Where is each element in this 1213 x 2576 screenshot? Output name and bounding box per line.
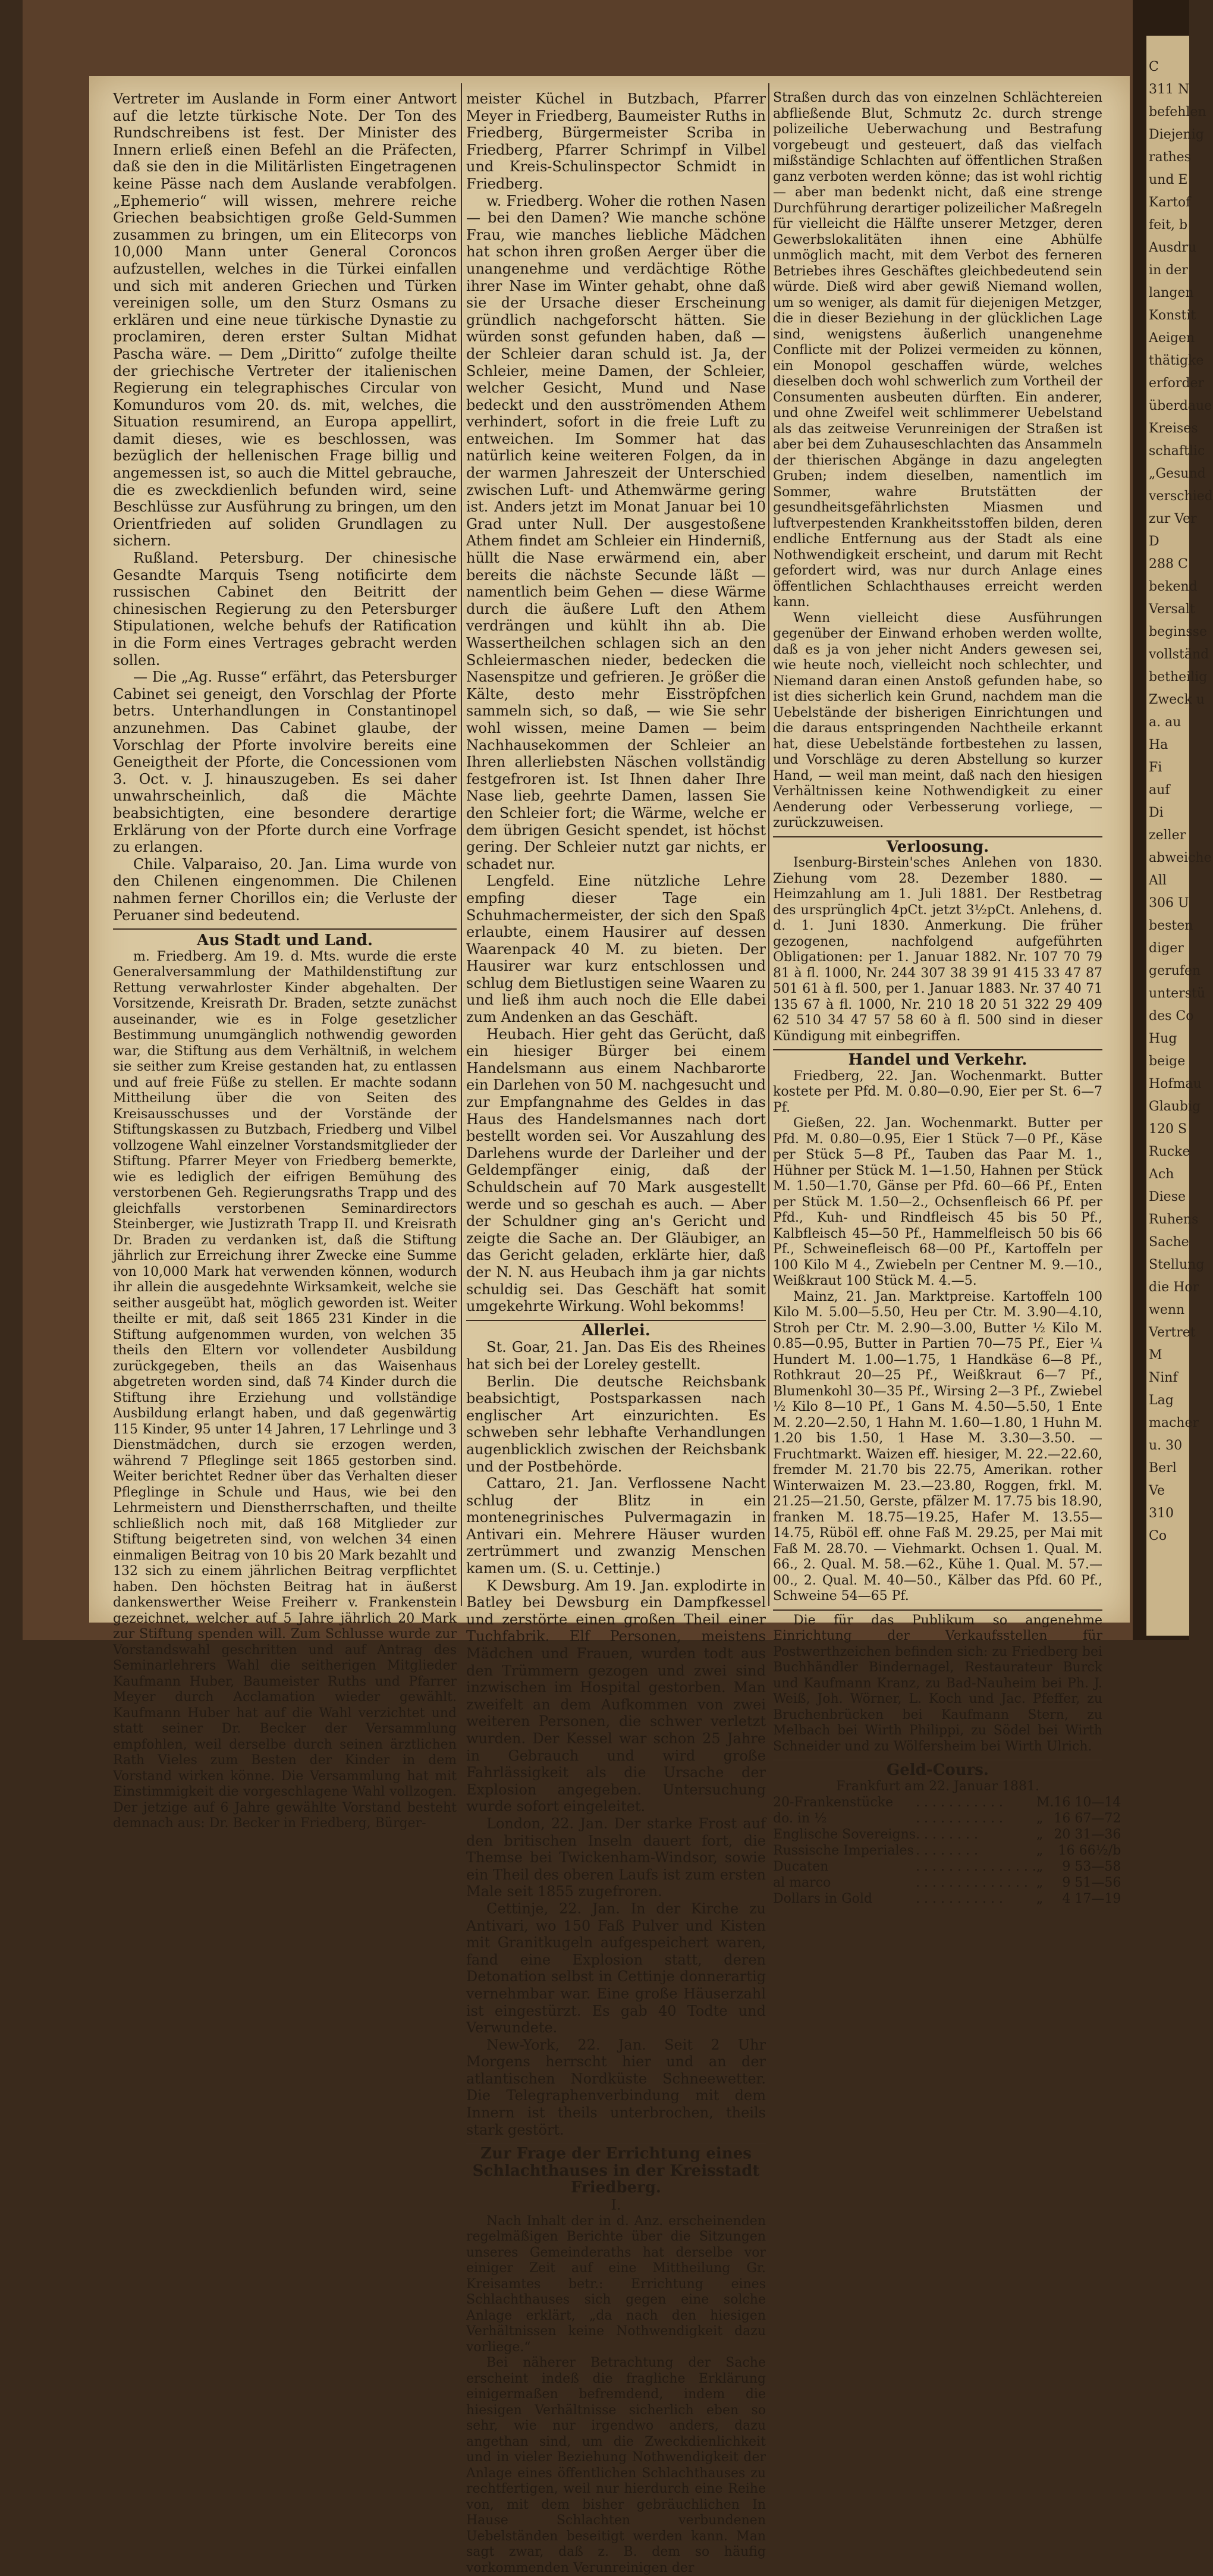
currency-row	[773, 1843, 1121, 1859]
column-2	[466, 90, 766, 2576]
margin-fragment: 306 U	[1149, 896, 1189, 911]
currency-row	[773, 1875, 1121, 1891]
currency-table	[773, 1794, 1121, 1907]
margin-fragment: macher	[1149, 1416, 1199, 1430]
margin-fragment: Aeigen	[1149, 331, 1195, 346]
article-text: Cettinje, 22. Jan. In der Kirche zu Antivari, wo 150 Faß Pulver und Kisten mit Granitkugeln aufgespeichert waren, fand eine Explosion statt, deren Detonation selbst in Cettinje donnerartig vernehmbar war. Eine große Häuserzahl ist eingestürzt. Es gab 40 Todte und Verwundete.	[466, 1900, 766, 2037]
margin-fragment: Ha	[1149, 738, 1168, 752]
currency-name: al marco	[773, 1875, 831, 1891]
section-rule	[466, 2143, 766, 2144]
currency-value: 4 17—19	[1062, 1891, 1121, 1907]
margin-fragment: Ruhens	[1149, 1212, 1199, 1227]
margin-fragment: auf	[1149, 783, 1170, 798]
currency-name: 20-Frankenstücke	[773, 1795, 893, 1811]
margin-fragment: diger	[1149, 941, 1184, 956]
margin-fragment: All	[1149, 873, 1167, 888]
column-1	[113, 90, 457, 1832]
article-text: Straßen durch das von einzelnen Schlächtereien abfließende Blut, Schmutz 2c. durch strenge polizeiliche Ueberwachung und Bestrafung vorgebeugt und gesteuert, daß das vielfach mißständige Schlachten auf öffentlichen Straßen ganz verboten werden könne; das ist wohl richtig — aber man bedenkt nicht, daß eine strenge Durchführung derartiger polizeilicher Maßregeln für vielleicht die Hälfte unserer Metzger, deren Gewerbslokalitäten ihnen eine Abhülfe unmöglich macht, mit dem Verbot des ferneren Betriebes ihres Geschäftes gleichbedeutend sein würde. Dieß wird aber gewiß Niemand wollen, um so weniger, als damit für diejenigen Metzger, die in dieser Beziehung in der glücklichen Lage sind, wenigstens äußerlich unangenehme Conflicte mit der Polizei vermeiden zu können, ein Monopol geschaffen würde, welches dieselben doch wohl schwerlich zum Vortheil der Consumenten ausbeuten dürften. Ein anderer, und ohne Zweifel weit schlimmerer Uebelstand als das zeitweise Verunreinigen der Straßen ist aber bei dem Zuhauseschlachten das Ansammeln der thierischen Abgänge in dazu angelegten Gruben; indem dieselben, namentlich im Sommer, wahre Brutstätten der gesundheitsgefährlichsten Miasmen und luftverpestenden Krankheitsstoffen bilden, deren endliche Entfernung aus der Stadt als eine Nothwendigkeit erscheint, und darum mit Recht gefordert wird, was nur durch Anlage eines öffentlichen Schlachthauses erreicht werden kann.	[773, 90, 1102, 610]
margin-fragment: Fi	[1149, 760, 1162, 775]
article-text: Rußland. Petersburg. Der chinesische Gesandte Marquis Tseng notificirte dem russischen Cabinet den Beitritt der chinesischen Regierung zu den Petersburger Stipulationen, welche behufs der Ratification in die Form eines Vertrages gebracht werden sollen.	[113, 550, 457, 669]
margin-fragment: abweiche	[1149, 851, 1212, 865]
article-text: Isenburg-Birstein'sches Anlehen von 1830. Ziehung vom 28. Dezember 1880. — Heimzahlung am 1. Juli 1881. Der Restbetrag des ursprünglich 4pCt. jetzt 3½pCt. Anlehens, d. d. 1. Juni 1830. Anmerkung. Die früher gezogenen, nachfolgend aufgeführten Obligationen: per 1. Januar 1882. Nr. 107 70 79 81 à fl. 1000, Nr. 244 307 38 39 91 415 33 47 87 501 61 à fl. 500, per 1. Januar 1883. Nr. 37 40 71 135 67 à fl. 1000, Nr. 210 18 20 51 322 29 409 62 510 34 47 57 58 60 à fl. 500 sind in dieser Kündigung mit einbegriffen.	[773, 855, 1102, 1044]
currency-name: Ducaten	[773, 1859, 829, 1875]
margin-fragment: Ninf	[1149, 1370, 1178, 1385]
margin-fragment: Diese	[1149, 1190, 1186, 1204]
section-heading: Aus Stadt und Land.	[197, 931, 373, 950]
currency-name: do. in ½	[773, 1811, 827, 1827]
article-text: St. Goar, 21. Jan. Das Eis des Rheines hat sich bei der Loreley gestellt.	[466, 1339, 766, 1373]
section-heading: Allerlei.	[582, 1321, 651, 1339]
column-divider	[768, 83, 769, 1606]
article-text: Gießen, 22. Jan. Wochenmarkt. Butter per Pfd. M. 0.80—0.95, Eier 1 Stück 7—0 Pf., Käse per Stück 5—8 Pf., Tauben das Paar M. 1., Hühner per Stück M. 1—1.50, Hahnen per Stück M. 1.50—1.70, Gänse per Pfd. 60—66 Pf., Enten per Stück M. 1.50—2., Ochsenfleisch 66 Pf. per Pfd., Kuh- und Rindfleisch 45 bis 50 Pf., Kalbfleisch 45—50 Pf., Hammelfleisch 50 bis 66 Pf., Schweinefleisch 68—00 Pf., Kartoffeln per 100 Kilo M 4., Zwiebeln per Centner M. 9.—10., Weißkraut 100 Stück M. 4.—5.	[773, 1116, 1102, 1289]
currency-row	[773, 1859, 1121, 1875]
section-rule	[113, 928, 457, 930]
margin-fragment: wenn	[1149, 1303, 1185, 1317]
margin-fragment: a. au	[1149, 715, 1181, 730]
article-text: Vertreter im Auslande in Form einer Antwort auf die letzte türkische Note. Der Ton des Rundschreibens ist fest. Der Minister des Innern erließ einen Befehl an die Präfecten, daß sie den in die Militärlisten Eingetragenen keine Pässe nach dem Auslande verabfolgen. „Ephemerio“ will wissen, mehrere reiche Griechen beabsichtigen große Geld-Summen zusammen zu bringen, um ein Elitecorps von 10,000 Mann unter General Coroncos aufzustellen, welches in die Türkei einfallen und sich mit anderen Griechen und Türken vereinigen solle, um den Sturz Osmans zu erklären und eine neue türkische Dynastie zu proclamiren, deren erster Sultan Midhat Pascha wäre. — Dem „Diritto“ zufolge theilte der griechische Vertreter der italienischen Regierung ein telegraphisches Circular von Komunduros vom 20. ds. mit, welches, die Situation resumirend, an Europa appellirt, damit dieses, wie es beschlossen, was bezüglich der hellenischen Frage billig und angemessen ist, so auch die Mittel gebrauche, die es zweckdienlich befunden wird, seine Beschlüsse zur Ausführung zu bringen, um den Orientfrieden auf soliden Grundlagen zu sichern.	[113, 90, 457, 550]
currency-value: 16 66½/b	[1058, 1843, 1121, 1859]
article-text: Mainz, 21. Jan. Marktpreise. Kartoffeln 100 Kilo M. 5.00—5.50, Heu per Ctr. M. 3.90—4.10, Stroh per Ctr. M. 2.90—3.00, Butter ½ Kilo M. 0.85—0.95, Butter in Partien 70—75 Pf., Eier ¼ Hundert M. 1.00—1.75, 1 Handkäse 6—8 Pf., Rothkraut 20—25 Pf., Weißkraut 6—7 Pf., Blumenkohl 30—35 Pf., Wirsing 2—3 Pf., Zwiebel ½ Kilo 8—10 Pf., 1 Gans M. 4.50—5.50, 1 Ente M. 2.20—2.50, 1 Hahn M. 1.60—1.80, 1 Huhn M. 1.20 bis 1.50, 1 Hase M. 3.30—3.50. — Fruchtmarkt. Waizen eff. hiesiger, M. 22.—22.60, fremder M. 21.70 bis 22.75, Amerikan. rother Winterwaizen M. 23.—23.80, Roggen, frkl. M. 21.25—21.50, Gerste, pfälzer M. 17.75 bis 18.90, franken M. 18.75—19.25, Hafer M. 13.55—14.75, Rüböl eff. ohne Faß M. 29.25, per Mai mit Faß M. 28.70. — Viehmarkt. Ochsen 1. Qual. M. 66., 2. Qual. M. 58.—62., Kühe 1. Qual. M. 57.—00., 2. Qual. M. 40—50., Kälber das Pfd. 60 Pf., Schweine 54—65 Pf.	[773, 1289, 1102, 1604]
margin-fragment: Rucke	[1149, 1144, 1190, 1159]
margin-fragment: des Co	[1149, 1009, 1194, 1024]
margin-fragment: überdaue	[1149, 399, 1212, 413]
article-text: New-York, 22. Jan. Seit 2 Uhr Morgens herrscht hier und an der atlantischen Nordküste Schneewetter. Die Telegraphenverbindung mit dem Innern ist theils unterbrochen, theils stark gestört.	[466, 2036, 766, 2138]
currency-header: Frankfurt am 22. Januar 1881.	[836, 1778, 1039, 1794]
currency-row	[773, 1811, 1121, 1827]
margin-fragment: Hofmau	[1149, 1077, 1202, 1091]
margin-fragment: Diejenig	[1149, 127, 1204, 142]
margin-fragment: Vertret	[1149, 1325, 1196, 1340]
article-text: Berlin. Die deutsche Reichsbank beabsichtigt, Postsparkassen nach englischer Art einzurichten. Es schweben sehr lebhafte Verhandlungen augenblicklich zwischen der Reichsbank und der Postbehörde.	[466, 1373, 766, 1475]
margin-fragment: bekend	[1149, 579, 1198, 594]
margin-fragment: in der	[1149, 263, 1188, 278]
margin-fragment: Kreises	[1149, 421, 1198, 436]
margin-fragment: besten	[1149, 918, 1193, 933]
section-rule	[773, 1609, 1102, 1611]
currency-value: 16 10—14	[1054, 1795, 1121, 1811]
margin-fragment: gerufen	[1149, 964, 1201, 978]
column-3	[773, 90, 1121, 1907]
section-heading: Handel und Verkehr.	[848, 1051, 1027, 1069]
margin-fragment: Ach	[1149, 1167, 1174, 1182]
currency-name: Dollars in Gold	[773, 1891, 873, 1907]
margin-fragment: und E	[1149, 172, 1188, 187]
margin-fragment: Di	[1149, 805, 1164, 820]
article-text: w. Friedberg. Woher die rothen Nasen — bei den Damen? Wie manche schöne Frau, wie manches liebliche Mädchen hat schon ihren großen Aerger über die unangenehme und verdächtige Röthe ihrer Nase im Winter gehabt, ohne daß sie der Ursache dieser Erscheinung gründlich nachgeforscht hätten. Sie würden sonst gefunden haben, daß — der Schleier daran schuld ist. Ja, der Schleier, meine Damen, der Schleier, welcher Gesicht, Mund und Nase bedeckt und den ausströmenden Athem verhindert, sofort in die freie Luft zu entweichen. Im Sommer hat das natürlich keine weiteren Folgen, da in der warmen Jahreszeit der Unterschied zwischen Luft- und Athemwärme gering ist. Anders jetzt im Monat Januar bei 10 Grad unter Null. Der ausgestoßene Athem findet am Schleier ein Hinderniß, hüllt die Nase erwärmend ein, aber bereits die nächste Secunde läßt — namentlich beim Gehen — diese Wärme durch die äußere Luft den Athem verdrängen und kühlt ihn ab. Die Wassertheilchen schlagen sich an den Schleiermaschen nieder, bedecken die Nasenspitze und gefrieren. Je größer die Kälte, desto mehr Eisströpfchen sammeln sich, so daß, — wie Sie sehr wohl wissen, meine Damen — beim Nachhausekommen der Schleier an Ihren allerliebsten Näschen vollständig festgefroren ist. Ist Ihnen daher Ihre Nase lieb, geehrte Damen, lassen Sie den Schleier fort; die Wärme, welche er dem übrigen Gesicht spendet, ist höchst gering. Der Schleier nutzt gar nichts, er schadet nur.	[466, 192, 766, 873]
margin-fragment: schaftlic	[1149, 444, 1205, 459]
margin-fragment: u. 30	[1149, 1438, 1183, 1453]
currency-dots: . . . . . . . .	[916, 1827, 978, 1843]
article-text: Friedberg, 22. Jan. Wochenmarkt. Butter kostete per Pfd. M. 0.80—0.90, Eier per St. 6—7 Pf.	[773, 1068, 1102, 1115]
margin-fragment: zur Ver	[1149, 512, 1197, 526]
margin-fragment: Ausdru	[1149, 240, 1197, 255]
currency-row	[773, 1827, 1121, 1843]
currency-cur: „	[1036, 1827, 1044, 1843]
currency-value: 9 51—56	[1062, 1875, 1121, 1891]
margin-fragment: 288 C	[1149, 557, 1188, 572]
article-text: Chile. Valparaiso, 20. Jan. Lima wurde von den Chilenen eingenommen. Die Chilenen nahmen ferner Chorillos ein; die Verluste der Peruaner sind bedeutend.	[113, 855, 457, 924]
margin-fragment: Sache	[1149, 1235, 1189, 1250]
section-heading: Zur Frage der Errichtung eines Schlachthauses in der Kreisstadt Friedberg.	[472, 2145, 760, 2197]
margin-fragment: Ve	[1149, 1483, 1165, 1498]
currency-value: 9 53—58	[1062, 1859, 1121, 1875]
margin-fragment: „Gesund	[1149, 466, 1206, 481]
currency-cur: „	[1036, 1843, 1044, 1859]
article-text: Nach Inhalt der in d. Anz. erscheinenden regelmäßigen Berichte über die Sitzungen unseres Gemeinderaths hat derselbe vor einiger Zeit auf eine Mittheilung Gr. Kreisamtes betr.: Errichtung eines Schlachthauses sich gegen eine solche Anlage erklärt, „da nach den hiesigen Verhältnissen keine Nothwendigkeit dazu vorliege.“	[466, 2213, 766, 2355]
margin-fragment: 311 N	[1149, 82, 1190, 97]
margin-fragment: langen	[1149, 285, 1194, 300]
margin-fragment: betheilig	[1149, 670, 1208, 685]
article-text: m. Friedberg. Am 19. d. Mts. wurde die erste Generalversammlung der Mathildenstiftung zur Rettung verwahrloster Kinder abgehalten. Der Vorsitzende, Kreisrath Dr. Braden, setzte zunächst auseinander, wie es in Folge gesetzlicher Bestimmung unumgänglich nothwendig geworden war, die Stiftung aus dem Verhältniß, in welchem sie seither zum Kreise gestanden hat, zu entlassen und auf freie Füße zu stellen. Er machte sodann Mittheilung über die von Seiten des Kreisausschusses und der Vorstände der Stiftungskassen zu Butzbach, Friedberg und Vilbel vollzogene Wahl einzelner Vorstandsmitglieder der Stiftung. Pfarrer Meyer von Friedberg bemerkte, wie es lediglich der eifrigen Bemühung des verstorbenen Geh. Regierungsraths Trapp und des gleichfalls verstorbenen Seminardirectors Steinberger, wie Justizrath Trapp II. und Kreisrath Dr. Braden zu verdanken ist, daß die Stiftung jährlich zur Erreichung ihrer Zwecke eine Summe von 10,000 Mark hat verwenden können, wodurch ihr allein die ausgedehnte Wirksamkeit, welche sie seither ausgeübt hat, möglich geworden ist. Weiter theilte er mit, daß seit 1865 231 Kinder in die Stiftung aufgenommen wurden, von welchen 35 theils den Eltern vor vollendeter Ausbildung zurückgegeben, theils an das Waisenhaus abgetreten worden sind, daß 74 Kinder durch die Stiftung ihre Erziehung und vollständige Ausbildung erlangt haben, und daß gegenwärtig 115 Kinder, 95 unter 14 Jahren, 17 Lehrlinge und 3 Dienstmädchen, durch sie erzogen werden, während 7 Pfleglinge seit 1865 gestorben sind. Weiter berichtet Redner über das Verhalten dieser Pfleglinge in Schule und Haus, wie bei den Lehrmeistern und Dienstherrschaften, und theilte schließlich noch mit, daß 168 Mitglieder zur Stiftung beigetreten sind, von welchen 34 einen einmaligen Beitrag von 10 bis 20 Mark bezahlt und 132 sich zu einem jährlichen Beitrag verpflichtet haben. Den höchsten Beitrag hat in äußerst dankenswerther Weise Freiherr v. Frankenstein gezeichnet, welcher auf 5 Jahre jährlich 20 Mark zur Stiftung spenden will. Zum Schlusse wurde zur Vorstandswahl geschritten und auf Antrag des Seminarlehrers Wahl die seitherigen Mitglieder Kaufmann Huber, Baumeister Ruths und Pfarrer Meyer durch Acclamation wieder gewählt. Kaufmann Huber hat auf die Wahl verzichtet und statt seiner Dr. Becker der Versammlung empfohlen, weil derselbe durch seinen ärztlichen Rath Vieles zum Besten der Kinder in dem Vorstand wirken könne. Die Versammlung hat mit Einstimmigkeit die vorgeschlagene Wahl vollzogen. Der jetzige auf 6 Jahre gewählte Vorstand besteht demnach aus: Dr. Becker in Friedberg, Bürger-	[113, 949, 457, 1831]
currency-dots: . . . . . . . . . . . . . .	[916, 1875, 1028, 1891]
margin-fragment: Glaubig	[1149, 1099, 1201, 1114]
margin-fragment: vollständ	[1149, 647, 1209, 662]
currency-row	[773, 1891, 1121, 1907]
section-heading: Verloosung.	[886, 837, 989, 856]
currency-dots: . . . . . . . . . . .	[916, 1891, 1003, 1907]
section-heading: Geld-Cours.	[887, 1761, 989, 1780]
margin-fragment: 310	[1149, 1506, 1174, 1521]
margin-fragment: befehlen	[1149, 105, 1206, 120]
currency-cur: „	[1036, 1811, 1044, 1827]
margin-fragment: Hug	[1149, 1031, 1177, 1046]
article-text: Cattaro, 21. Jan. Verflossene Nacht schlug der Blitz in ein montenegrinisches Pulvermagazin in Antivari ein. Mehrere Häuser wurden zertrümmert und zwanzig Menschen kamen um. (S. u. Cettinje.)	[466, 1475, 766, 1577]
margin-fragment: 120 S	[1149, 1122, 1187, 1137]
margin-fragment: Stellung	[1149, 1257, 1205, 1272]
section-rule	[466, 1320, 766, 1321]
currency-row	[773, 1794, 1121, 1811]
article-text: Die für das Publikum so angenehme Einrichtung der Verkaufsstellen für Postwerthzeichen befinden sich: zu Friedberg bei Buchhändler Bindernagel, Restaurateur Burck und Kaufmann Kranz, zu Bad-Nauheim bei Ph. J. Weiß, Joh. Wörner, L. Koch und Jac. Pfeffer, zu Bruchenbrücken bei Kaufmann Stern, zu Melbach bei Wirth Philippi, zu Södel bei Wirth Schneider und zu Wölfersheim bei Wirth Ulrich.	[773, 1612, 1102, 1754]
margin-fragment: unterstü	[1149, 986, 1206, 1001]
margin-fragment: Konstit	[1149, 308, 1196, 323]
margin-fragment: Versalt	[1149, 602, 1195, 617]
section-rule	[773, 1759, 1102, 1761]
margin-fragment: zeller	[1149, 828, 1186, 843]
currency-dots: . . . . . . . . . . .	[916, 1795, 1003, 1811]
article-text: Wenn vielleicht diese Ausführungen gegenüber der Einwand erhoben werden wollte, daß es ja von jeher nicht Anders gewesen sei, wie heute noch, vielleicht noch schlechter, und Niemand daran einen Anstoß gefunden habe, so ist dies sicherlich kein Grund, nachdem man die Uebelstände der bisherigen Einrichtungen und die daraus entspringenden Nachtheile erkannt hat, diese Uebelstände fortbestehen zu lassen, und Vorschläge zu deren Abstellung so kurzer Hand, — weil man meint, daß nach den hiesigen Verhältnissen keine Nothwendigkeit zu einer Aenderung oder Verbesserung vorliege, — zurückzuweisen.	[773, 610, 1102, 830]
margin-fragment: erforder	[1149, 376, 1205, 391]
margin-fragment: M	[1149, 1348, 1162, 1363]
section-rule	[773, 1049, 1102, 1050]
margin-fragment: Kartof	[1149, 195, 1191, 210]
article-text: Heubach. Hier geht das Gerücht, daß ein hiesiger Bürger bei einem Handelsmann aus einem Nachbarorte ein Darlehen von 50 M. nachgesucht und zur Empfangnahme des Geldes in das Haus des Handelsmannes nach dort bestellt worden sei. Vor Auszahlung des Darlehens wurde der Darleiher und der Geldempfänger einig, daß der Schuldschein auf 70 Mark ausgestellt werde und so geschah es auch. — Aber der Schuldner ging an's Gericht und zeigte die Sache an. Der Gläubiger, an das Gericht geladen, erklärte hier, daß der N. N. aus Heubach ihm ja gar nichts schuldig sei. Das Geschäft hat somit umgekehrte Wirkung. Wohl bekomms!	[466, 1025, 766, 1315]
margin-fragment: thätigke	[1149, 353, 1204, 368]
margin-fragment: rathes	[1149, 150, 1191, 165]
margin-fragment: feit, b	[1149, 218, 1188, 233]
currency-dots: . . . . . . . . . . .	[916, 1811, 1003, 1827]
currency-cur: M.	[1036, 1795, 1054, 1811]
currency-dots: . . . . . . . . . . . . . . .	[916, 1859, 1036, 1875]
article-text: meister Küchel in Butzbach, Pfarrer Meyer in Friedberg, Baumeister Ruths in Friedberg, Bürgermeister Scriba in Friedberg, Pfarrer Schrimpf in Vilbel und Kreis-Schulinspector Schmidt in Friedberg.	[466, 90, 766, 192]
currency-dots: . . . . . . . .	[916, 1843, 978, 1859]
article-text: — Die „Ag. Russe“ erfährt, das Petersburger Cabinet sei geneigt, den Vorschlag der Pforte betrs. Unterhandlungen in Constantinopel anzunehmen. Das Cabinet glaube, der Vorschlag der Pforte involvire bereits eine Geneigtheit der Pforte, die Concessionen vom 3. Oct. v. J. hinauszugeben. Es sei daher unwahrscheinlich, daß die Mächte beabsichtigten, eine besondere derartige Erklärung von der Pforte durch eine Vorfrage zu erlangen.	[113, 669, 457, 856]
margin-fragment: beginsse	[1149, 625, 1207, 639]
currency-cur: „	[1036, 1859, 1044, 1875]
currency-value: 16 67—72	[1054, 1811, 1121, 1827]
adjacent-page-margin	[1146, 36, 1213, 1636]
margin-fragment: D	[1149, 534, 1159, 549]
margin-fragment: C	[1149, 59, 1159, 74]
column-divider	[461, 83, 462, 1606]
currency-name: Englische Sovereigns	[773, 1827, 916, 1843]
currency-name: Russische Imperiales	[773, 1843, 914, 1859]
margin-fragment: Zweck u	[1149, 692, 1205, 707]
margin-fragment: Berl	[1149, 1461, 1177, 1476]
article-text: London, 22. Jan. Der starke Frost auf den britischen Inseln dauert fort, die Themse bei Twickenham-Windsor, sowie ein Theil des oberen Laufs ist zum ersten Male seit 1855 zugefroren.	[466, 1815, 766, 1900]
article-text: Lengfeld. Eine nützliche Lehre empfing dieser Tage ein Schuhmachermeister, der sich den Spaß erlaubte, einem Hausirer auf dessen Waarenpack 40 M. zu bieten. Der Hausirer war kurz entschlossen und schlug dem Bietlustigen seine Waaren zu und ließ ihm auch noch die Elle dabei zum Andenken an das Geschäft.	[466, 873, 766, 1026]
currency-cur: „	[1036, 1891, 1044, 1907]
margin-fragment: Lag	[1149, 1393, 1174, 1408]
margin-fragment: Co	[1149, 1529, 1167, 1543]
section-rule	[773, 836, 1102, 837]
margin-fragment: verschied	[1149, 489, 1213, 504]
margin-fragment: beige	[1149, 1054, 1186, 1069]
currency-value: 20 31—36	[1054, 1827, 1121, 1843]
article-text: K Dewsburg. Am 19. Jan. explodirte in Batley bei Dewsburg ein Dampfkessel und zerstörte einen großen Theil einer Tuchfabrik. Elf Personen, meistens Mädchen und Frauen, wurden todt aus den Trümmern gezogen und zwei sind inzwischen im Hospital gestorben. Man zweifelt an dem Aufkommen von zwei weiteren Personen, die schwer verletzt wurden. Der Kessel war schon 25 Jahre in Gebrauch und wird große Fahrlässigkeit als die Ursache der Explosion angegeben. Untersuchung wurde sofort eingeleitet.	[466, 1577, 766, 1815]
article-text: Bei näherer Betrachtung der Sache erscheint indeß die fragliche Erklärung einigermaßen befremdend, indem die hiesigen Verhältnisse sicherlich eben so sehr, wie nur irgendwo anders, dazu angethan sind, um die Zweckdienlichkeit und in vieler Beziehung Nothwendigkeit der Anlage eines öffentlichen Schlachthauses zu rechtfertigen, weil nur hierdurch eine Reihe von, mit dem bisher gebräuchlichen In Hause Schlachten verbundenen Uebelständen beseitigt werden kann. Man sagt zwar, daß z. B. dem so häufig vorkommenden Verunreinigen der	[466, 2355, 766, 2575]
currency-cur: „	[1036, 1875, 1044, 1891]
margin-fragment: die Hor	[1149, 1280, 1199, 1295]
section-numeral: I.	[611, 2197, 621, 2214]
